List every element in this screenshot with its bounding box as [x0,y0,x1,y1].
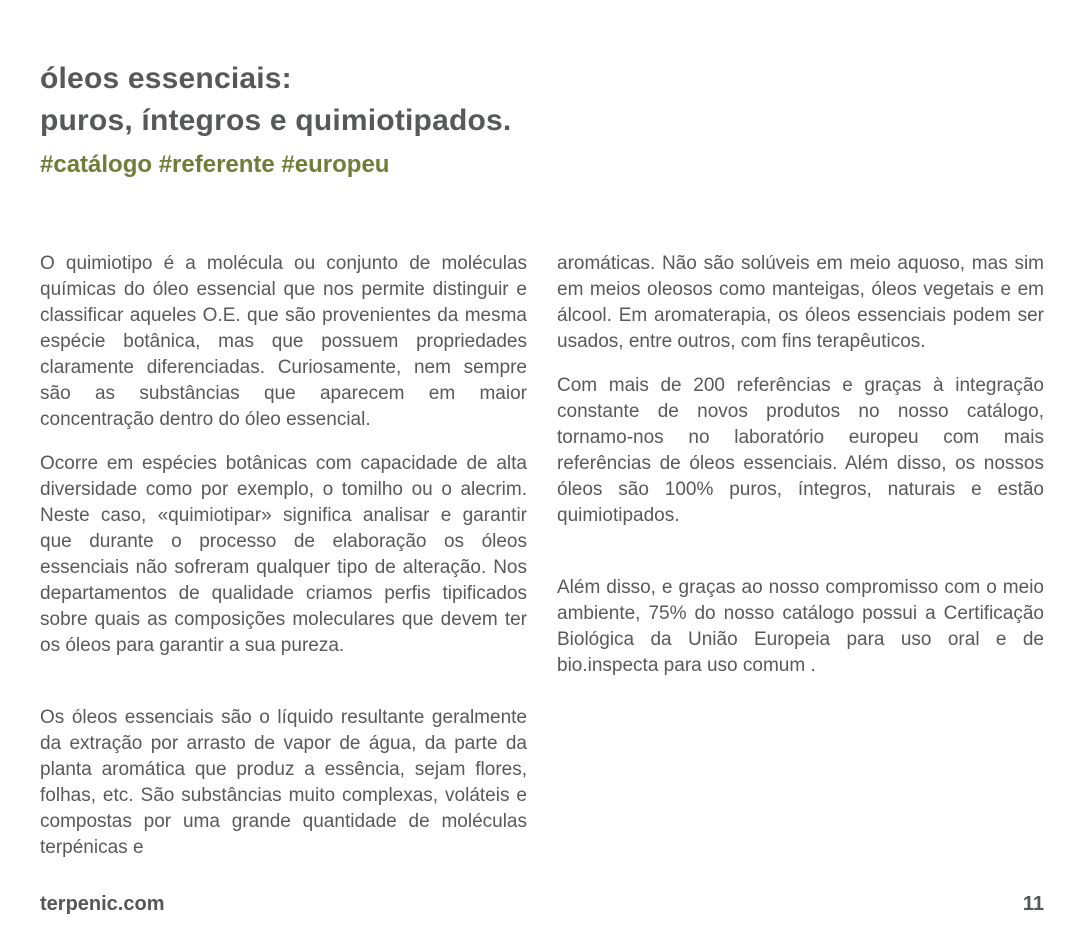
page-title-line-1: óleos essenciais: [40,62,292,95]
paragraph-200-referencias: Com mais de 200 referências e graças à integração constante de novos produtos no nosso catálogo, tornamo-nos no laboratório europeu com mais referências de óleos essenciais. Além disso, os nossos óleos são 100% puros, íntegros, naturais e estão quimiotipados. [557,375,1044,526]
right-column [557,251,1044,879]
footer-website: terpenic.com [40,893,165,915]
paragraph-certificacao-biologica: Além disso, e graças ao nosso compromisso com o meio ambiente, 75% do nosso catálogo possui a Certificação Biológica da União Europeia para uso oral e de bio.inspecta para uso comum . [557,577,1044,676]
page-number: 11 [1022,893,1044,915]
paragraph-oleos-liquido: Os óleos essenciais são o líquido resultante geralmente da extração por arrasto de vapor de água, da parte da planta aromática que produz a essência, sejam flores, folhas, etc. São substâncias muito complexas, voláteis e compostas por uma grande quantidade de moléculas terpénicas e [40,707,527,858]
hashtag-subtitle: #catálogo #referente #europeu [40,151,390,178]
page-title [40,58,511,142]
paragraph-especies-botanicas: Ocorre em espécies botânicas com capacidade de alta diversidade como por exemplo, o tomilho ou o alecrim. Neste caso, «quimiotipar» significa analisar e garantir que durante o processo de elaboração os óleos essenciais não sofreram qualquer tipo de alteração. Nos departamentos de qualidade criamos perfis tipificados sobre quais as composições moleculares que devem ter os óleos para garantir a sua pureza. [40,453,527,656]
paragraph-quimiotipo: O quimiotipo é a molécula ou conjunto de moléculas químicas do óleo essencial que nos permite distinguir e classificar aqueles O.E. que são provenientes da mesma espécie botânica, mas que possuem propriedades claramente diferenciadas. Curiosamente, nem sempre são as substâncias que aparecem em maior concentração dentro do óleo essencial. [40,253,527,430]
page-title-line-2: puros, íntegros e quimiotipados. [40,104,512,137]
left-column [40,251,527,879]
article-body [40,251,1044,879]
paragraph-aromaticas-soluveis: aromáticas. Não são solúveis em meio aquoso, mas sim em meios oleosos como manteigas, óleos vegetais e em álcool. Em aromaterapia, os óleos essenciais podem ser usados, entre outros, com fins terapêuticos. [557,253,1044,352]
